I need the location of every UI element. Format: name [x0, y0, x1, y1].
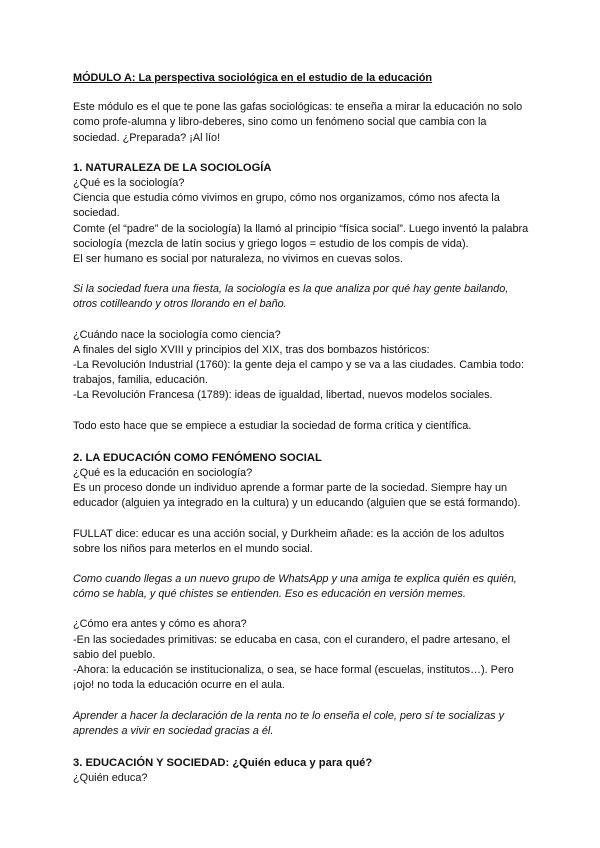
question: ¿Quién educa?: [73, 772, 148, 785]
italic-note: Como cuando llegas a un nuevo grupo de WhatsApp y una amiga te explica quién es quién, cómo se habla, y qué chistes se entienden. Eso es educación en versión memes.: [73, 573, 517, 601]
section-heading: 3. EDUCACIÓN Y SOCIEDAD: ¿Quién educa y para qué?: [73, 756, 373, 769]
list-item: -Ahora: la educación se institucionaliza, o sea, se hace formal (escuelas, institutos…). Pero ¡ojo! no toda la educación ocurre en el aula.: [73, 664, 514, 692]
section-heading: 1. NATURALEZA DE LA SOCIOLOGÍA: [73, 161, 272, 174]
question: ¿Qué es la educación en sociología?: [73, 467, 253, 480]
list-item: -La Revolución Industrial (1760): la gente deja el campo y se va a las ciudades. Cambia todo: trabajos, familia, educación.: [73, 359, 525, 387]
module-title: MÓDULO A: La perspectiva sociológica en el estudio de la educación: [73, 72, 433, 84]
question: ¿Cómo era antes y cómo es ahora?: [73, 618, 247, 631]
paragraph: Es un proceso donde un individuo aprende a formar parte de la sociedad. Siempre hay un educador (alguien ya integrado en la cultura) y un educando (alguien que se está formando).: [73, 482, 521, 510]
list-item: -En las sociedades primitivas: se educaba en casa, con el curandero, el padre artesano, el sabio del pueblo.: [73, 633, 511, 661]
paragraph: Comte (el “padre” de la sociología) la llamó al principio “física social”. Luego inventó la palabra sociología (mezcla de latín socius y griego logos = estudio de los compis de vida).: [73, 222, 529, 250]
intro-paragraph: Este módulo es el que te pone las gafas sociológicas: te enseña a mirar la educación no solo como profe-alumna y libro-deberes, sino como un fenómeno social que cambia con la sociedad. ¿Preparada? ¡Al lío!: [73, 101, 523, 144]
paragraph: El ser humano es social por naturaleza, no vivimos en cuevas solos.: [73, 253, 403, 266]
document-body: [73, 71, 533, 786]
question: ¿Qué es la sociología?: [73, 177, 185, 190]
paragraph: Ciencia que estudia cómo vivimos en grupo, cómo nos organizamos, cómo nos afecta la sociedad.: [73, 192, 500, 220]
italic-note: Aprender a hacer la declaración de la renta no te lo enseña el cole, pero sí te socializas y aprendes a vivir en sociedad gracias a él.: [73, 709, 505, 737]
paragraph: A finales del siglo XVIII y principios del XIX, tras dos bombazos históricos:: [73, 343, 430, 356]
paragraph: FULLAT dice: educar es una acción social, y Durkheim añade: es la acción de los adultos sobre los niños para meterlos en el mundo social.: [73, 527, 505, 555]
list-item: -La Revolución Francesa (1789): ideas de igualdad, libertad, nuevos modelos sociales.: [73, 389, 493, 402]
question: ¿Cuándo nace la sociología como ciencia?: [73, 328, 281, 341]
section-heading: 2. LA EDUCACIÓN COMO FENÓMENO SOCIAL: [73, 451, 322, 464]
paragraph: Todo esto hace que se empiece a estudiar la sociedad de forma crítica y científica.: [73, 419, 472, 432]
italic-note: Si la sociedad fuera una fiesta, la sociología es la que analiza por qué hay gente bailando, otros cotilleando y otros llorando en el baño.: [73, 283, 509, 311]
